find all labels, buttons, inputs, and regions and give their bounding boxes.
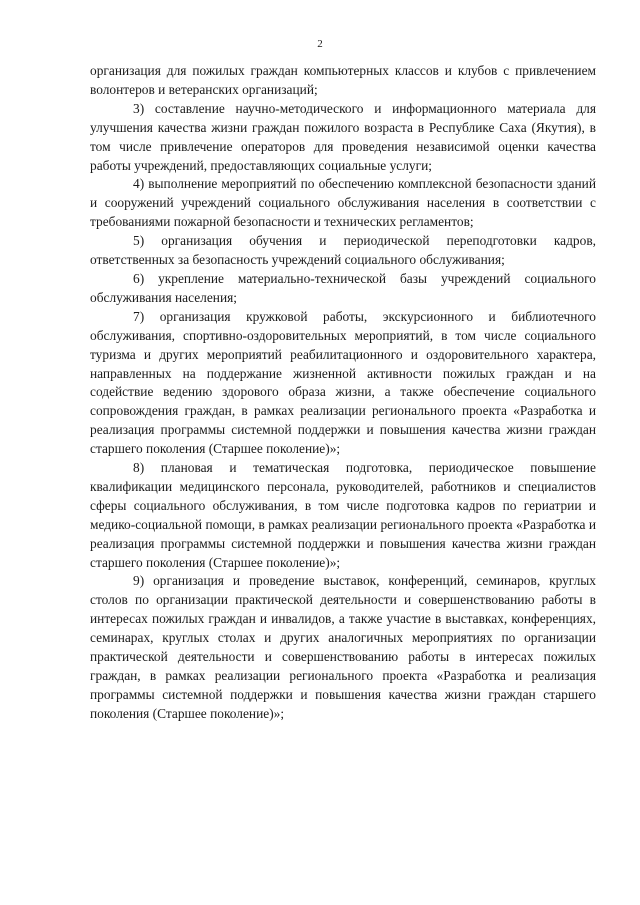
paragraph-item-8: 8) плановая и тематическая подготовка, периодическое повышение квалификации медицинского персонала, руководителей, работников и специалистов сферы социального обслуживания, в том числе подготовка кадров по гериатрии и медико-социальной помощи, в рамках реализации регионального проекта «Разработка и реализация программы системной поддержки и повышения качества жизни граждан старшего поколения (Старшее поколение)»; [90,460,596,570]
paragraph-item-9: 9) организация и проведение выставок, конференций, семинаров, круглых столов по организации практической деятельности и совершенствованию работы в интересах пожилых граждан и инвалидов, а также участие в выставках, конференциях, семинарах, круглых столах и других аналогичных мероприятиях по организации практической деятельности и совершенствованию работы в интересах пожилых граждан, в рамках реализации регионального проекта «Разработка и реализация программы системной поддержки и повышения качества жизни граждан старшего поколения (Старшее поколение)»; [90,573,596,721]
paragraph-item-3: 3) составление научно-методического и информационного материала для улучшения качества жизни граждан пожилого возраста в Республике Саха (Якутия), в том числе привлечение операторов для проведения независимой оценки качества работы учреждений, предоставляющих социальные услуги; [90,100,596,173]
page-number: 2 [317,38,323,50]
document-body [90,62,596,724]
paragraph-item-7: 7) организация кружковой работы, экскурсионного и библиотечного обслуживания, спортивно-оздоровительных мероприятий, в том числе социального туризма и других мероприятий реабилитационного и оздоровительного характера, направленных на поддержание жизненной активности пожилых граждан и на содействие ведению здорового образа жизни, а также обеспечение социального сопровождения граждан, в рамках реализации регионального проекта «Разработка и реализация программы системной поддержки и повышения качества жизни граждан старшего поколения (Старшее поколение)»; [90,308,596,457]
paragraph-item-5: 5) организация обучения и периодической переподготовки кадров, ответственных за безопасность учреждений социального обслуживания; [90,233,596,268]
paragraph-item-6: 6) укрепление материально-технической базы учреждений социального обслуживания населения; [90,270,596,305]
paragraph-continuation: организация для пожилых граждан компьютерных классов и клубов с привлечением волонтеров и ветеранских организаций; [90,63,596,97]
paragraph-item-4: 4) выполнение мероприятий по обеспечению комплексной безопасности зданий и сооружений учреждений социального обслуживания населения в соответствии с требованиями пожарной безопасности и технических регламентов; [90,176,596,230]
